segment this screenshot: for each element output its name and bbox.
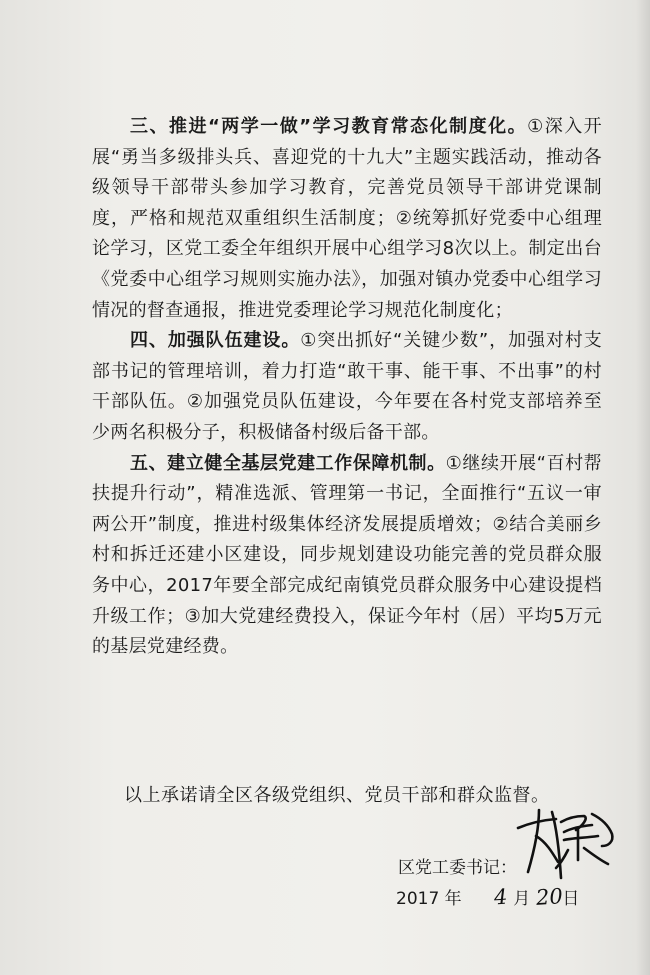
signature-drawing [512, 806, 622, 884]
section-5-paragraph [92, 449, 602, 663]
section-5-heading: 五、建立健全基层党建工作保障机制。 [130, 452, 446, 474]
closing-statement: 以上承诺请全区各级党组织、党员干部和群众监督。 [124, 785, 550, 806]
date-day-unit: 日 [562, 889, 580, 909]
date-year-unit: 年 [444, 889, 462, 909]
page-edge-shadow [636, 0, 650, 975]
section-3-heading: 三、推进“两学一做”学习教育常态化制度化。 [130, 116, 528, 137]
section-5-body: ①继续开展“百村帮扶提升行动”，精准选派、管理第一书记，全面推行“五议一审两公开”制度，推进村级集体经济发展提质增效；②结合美丽乡村和拆迁还建小区建设，同步规划建设功能完善的党员群众服务中心，2017年要全部完成纪南镇党员群众服务中心建设提档升级工作；③加大党建经费投入，保证今年村（居）平均5万元的基层党建经费。 [92, 452, 602, 658]
date-month-handwritten: 4 [493, 884, 509, 910]
date-month-unit: 月 [513, 889, 531, 909]
section-4-heading: 四、加强队伍建设。 [130, 330, 301, 352]
handwritten-signature [512, 806, 622, 888]
section-4-body: ①突出抓好“关键少数”，加强对村支部书记的管理培训，着力打造“敢干事、能干事、不出事”的村干部队伍。②加强党员队伍建设，今年要在各村党支部培养至少两名积极分子，积极储备村级后备干部。 [92, 330, 602, 443]
document-body [92, 112, 602, 663]
section-3-paragraph [92, 112, 602, 326]
signature-label: 区党工委书记： [398, 858, 517, 878]
section-3-body: ①深入开展“勇当多级排头兵、喜迎党的十九大”主题实践活动，推动各级领导干部带头参加学习教育，完善党员领导干部讲党课制度，严格和规范双重组织生活制度；②统筹抓好党委中心组理论学习，区党工委全年组织开展中心组学习8次以上。制定出台《党委中心组学习规则实施办法》，加强对镇办党委中心组学习情况的督查通报，推进党委理论学习规范化制度化； [92, 116, 602, 321]
section-4-paragraph [92, 326, 602, 448]
date-year: 2017 [396, 889, 440, 909]
date-day-handwritten: 20 [534, 884, 564, 910]
date-line [396, 884, 579, 909]
